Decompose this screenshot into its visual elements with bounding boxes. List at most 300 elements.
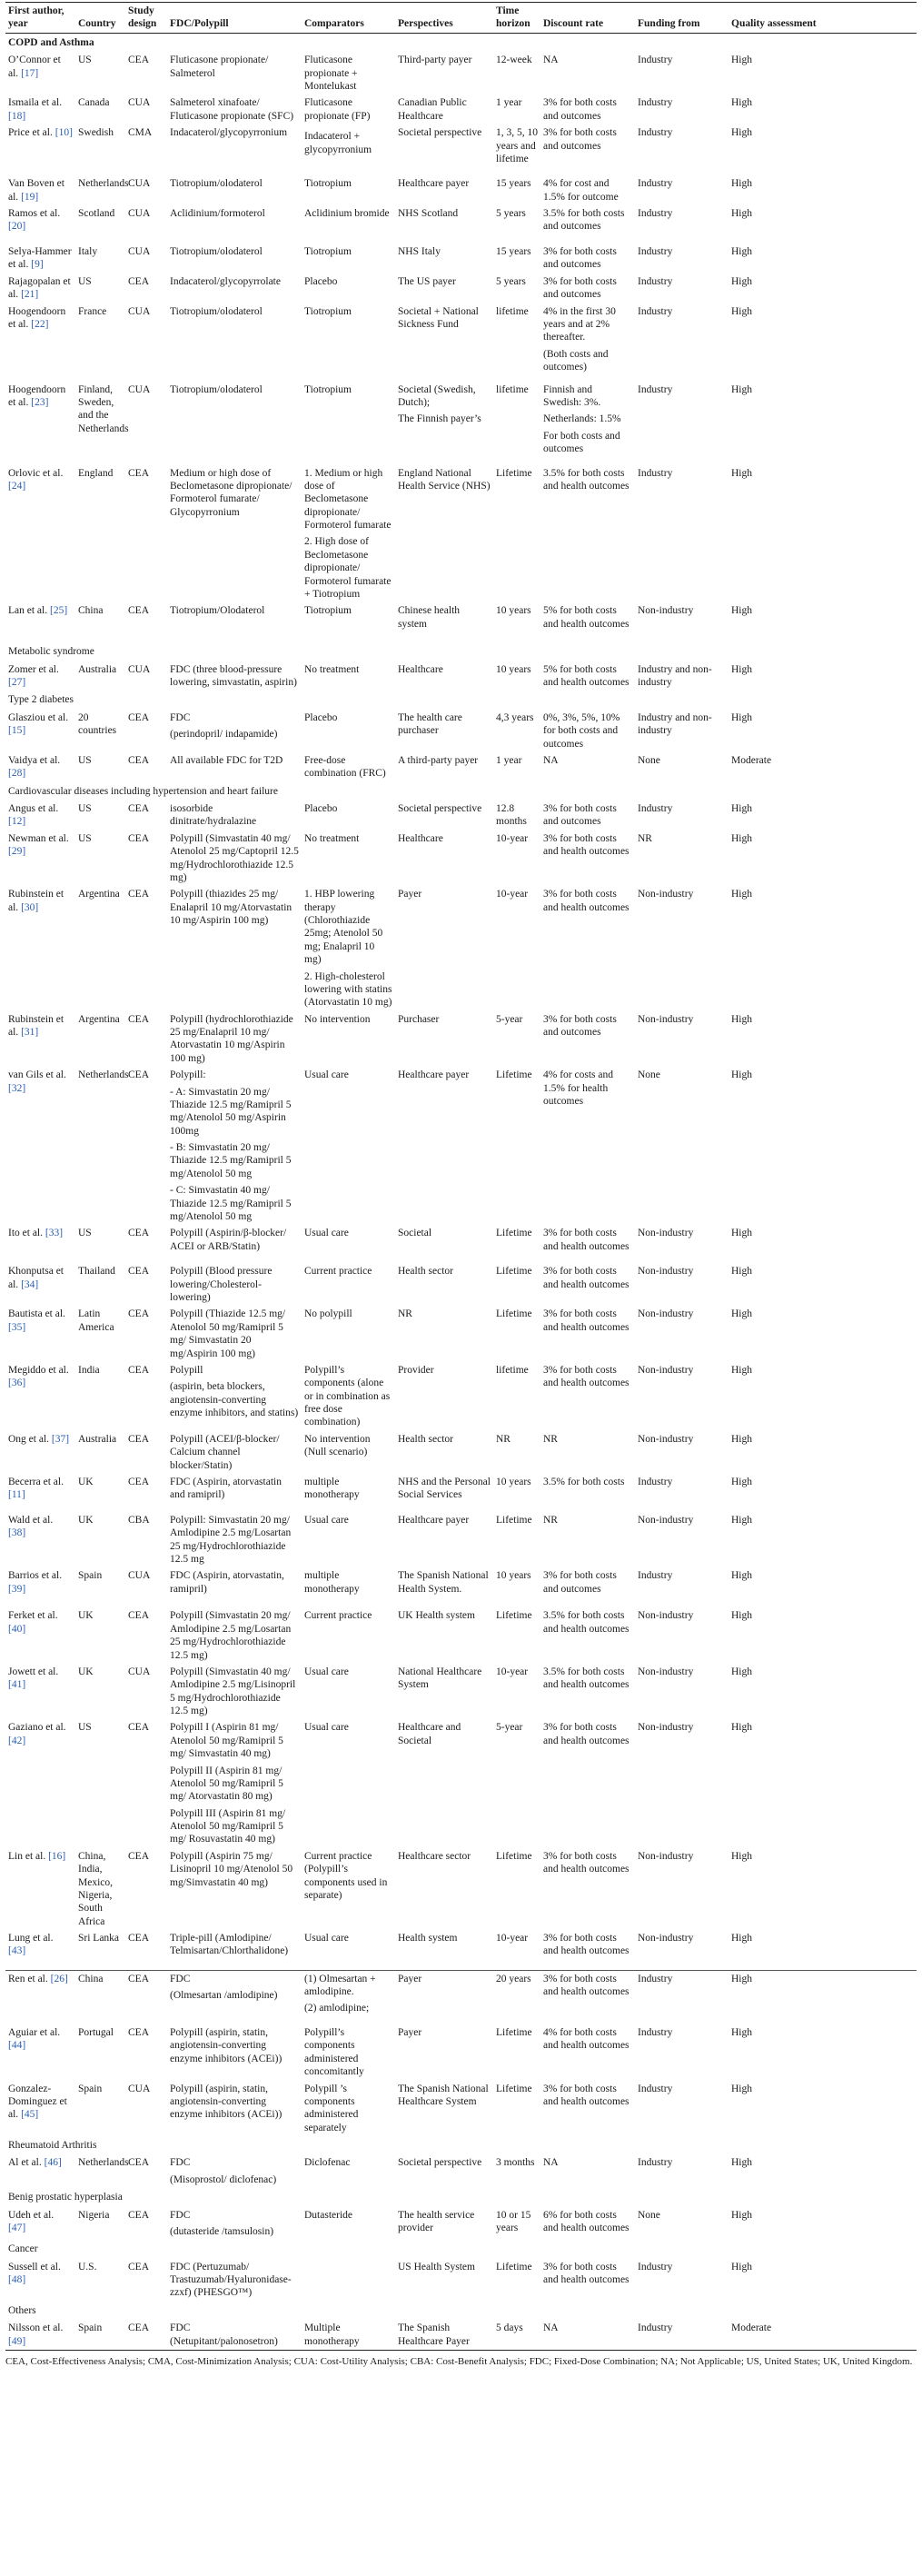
reference-link[interactable]: [24] <box>8 480 26 492</box>
section-row <box>5 691 917 709</box>
cell-text: Polypill: Simvastatin 20 mg/ Amlodipine 2.5 mg/Losartan 25 mg/Hydrochlorothiazide 12.5 mg <box>170 1514 292 1565</box>
reference-link[interactable]: [41] <box>8 1679 26 1691</box>
cell-comparators <box>302 830 395 887</box>
cell-text: NR <box>496 1433 511 1445</box>
cell-country: US <box>78 832 92 844</box>
cell-text: Societal (Swedish, Dutch); <box>398 383 476 408</box>
table-row <box>5 886 917 1010</box>
reference-link[interactable]: [17] <box>21 67 39 79</box>
cell-text: Societal perspective <box>398 127 482 139</box>
reference-link[interactable]: [29] <box>8 846 26 858</box>
author-name: Gonzalez-Dominguez et al. <box>8 2083 67 2121</box>
cell-discount-rate <box>540 2207 635 2241</box>
header-country: Country <box>75 3 125 34</box>
cell-fdc-polypill <box>167 1512 302 1568</box>
cell-text: Industry <box>638 246 673 257</box>
author-name: O’Connor et al. <box>8 55 61 79</box>
cell-quality-assessment <box>729 124 917 175</box>
cell-text: Healthcare sector <box>398 1850 471 1862</box>
cell-first-author <box>5 274 75 303</box>
reference-link[interactable]: [38] <box>8 1527 26 1539</box>
cell-first-author <box>5 801 75 830</box>
cell-text: 3% for both costs and health outcomes <box>543 2261 630 2285</box>
cell-text: (aspirin, beta blockers, angiotensin-converting enzyme inhibitors, and statins) <box>170 1381 299 1418</box>
cell-text: A third-party payer <box>398 754 479 766</box>
cell-time-horizon <box>493 752 540 782</box>
cell-text: 3.5% for both costs and health outcomes <box>543 1610 630 1635</box>
cell-time-horizon <box>493 1719 540 1847</box>
cell-text: Triple-pill (Amlodipine/ Telmisartan/Chlorthalidone) <box>170 1933 289 1957</box>
cell-text: 1, 3, 5, 10 years and lifetime <box>496 127 538 164</box>
cell-text: 3% for both costs and health outcomes <box>543 889 630 913</box>
cell-fdc-polypill <box>167 1306 302 1362</box>
cell-comparators <box>302 2320 395 2350</box>
cell-text: High <box>731 178 752 190</box>
cell-text: Polypill (Simvastatin 40 mg/ Amlodipine 2.5 mg/Lisinopril 5 mg/Hydrochlorothiazide 12.5 mg) <box>170 1666 296 1716</box>
cell-first-author <box>5 94 75 124</box>
cell-perspectives <box>395 124 493 175</box>
reference-link[interactable]: [43] <box>8 1945 26 1957</box>
cell-text: High <box>731 889 752 900</box>
cell-perspectives <box>395 274 493 303</box>
table-row <box>5 1474 917 1512</box>
cell-text: Health sector <box>398 1266 453 1278</box>
cell-text: Tiotropium/olodaterol <box>170 178 263 190</box>
cell-comparators <box>302 124 395 175</box>
reference-link[interactable]: [33] <box>45 1228 64 1239</box>
cell-first-author <box>5 2154 75 2188</box>
cell-quality-assessment <box>729 1567 917 1607</box>
cell-text: Netherlands: 1.5% <box>543 413 621 425</box>
cell-text: (Misoprostol/ diclofenac) <box>170 2173 277 2185</box>
cell-text: Lifetime <box>496 1308 532 1320</box>
cell-funding-from <box>635 2081 729 2137</box>
cell-text: Salmeterol xinafoate/ Fluticasone propionate (SFC) <box>170 97 294 122</box>
reference-link[interactable]: [21] <box>21 289 39 301</box>
cell-study-design: CEA <box>128 1722 149 1734</box>
cell-discount-rate <box>540 382 635 465</box>
cell-study-design: CEA <box>128 467 149 479</box>
cell-fdc-polypill <box>167 1970 302 2024</box>
cell-study-design: CUA <box>128 663 151 675</box>
cell-text: High <box>731 2157 752 2169</box>
cell-country: US <box>78 1228 92 1239</box>
cell-comparators <box>302 886 395 1010</box>
section-title: COPD and Asthma <box>8 36 94 48</box>
reference-link[interactable]: [46] <box>44 2157 62 2169</box>
cell-quality-assessment <box>729 1431 917 1474</box>
cell-funding-from <box>635 1225 729 1263</box>
cell-text: Chinese health system <box>398 605 461 630</box>
reference-link[interactable]: [49] <box>8 2335 26 2347</box>
cell-text: High <box>731 275 752 287</box>
cell-text: FDC <box>170 1973 191 1984</box>
cell-country: Sri Lanka <box>78 1933 120 1944</box>
cell-text: Payer <box>398 1973 422 1984</box>
reference-link[interactable]: [44] <box>8 2040 26 2052</box>
author-name: Ren et al. <box>8 1973 48 1984</box>
cell-time-horizon <box>493 1474 540 1512</box>
cell-funding-from <box>635 52 729 94</box>
header-time-horizon: Time horizon <box>493 3 540 34</box>
cell-quality-assessment <box>729 1930 917 1970</box>
table-row <box>5 1362 917 1431</box>
cell-country: 20 countries <box>78 711 117 737</box>
cell-funding-from <box>635 175 729 205</box>
cell-discount-rate <box>540 1719 635 1847</box>
reference-link[interactable]: [45] <box>21 2109 39 2121</box>
cell-perspectives <box>395 303 493 382</box>
cell-study-design: CEA <box>128 1933 149 1944</box>
cell-time-horizon <box>493 244 540 274</box>
cell-text: 10 or 15 years <box>496 2209 531 2233</box>
author-name: Bautista et al. <box>8 1308 65 1320</box>
cell-text: Polypill (hydrochlorothiazide 25 mg/Enalapril 10 mg/ Atorvastatin 10 mg/Aspirin 100 mg) <box>170 1013 293 1064</box>
reference-link[interactable]: [48] <box>8 2274 26 2285</box>
cell-text: (Both costs and outcomes) <box>543 348 609 373</box>
cell-discount-rate <box>540 1930 635 1970</box>
cell-funding-from <box>635 2024 729 2081</box>
cell-text: Healthcare payer <box>398 178 470 190</box>
cell-text: Usual care <box>304 1933 349 1944</box>
table-row <box>5 1664 917 1720</box>
cell-text: 3.5% for both costs and health outcomes <box>543 467 630 492</box>
cell-text: High <box>731 55 752 66</box>
cell-country: US <box>78 803 92 814</box>
cell-time-horizon <box>493 661 540 691</box>
cell-fdc-polypill <box>167 1664 302 1720</box>
cell-text: 1 year <box>496 97 522 109</box>
cell-first-author <box>5 2320 75 2350</box>
cell-funding-from <box>635 205 729 244</box>
cell-text: Lifetime <box>496 1610 532 1622</box>
reference-link[interactable]: [23] <box>31 396 49 408</box>
cell-text: Healthcare <box>398 832 443 844</box>
cell-text: Polypill’s components (alone or in combination as free dose combination) <box>304 1364 391 1428</box>
cell-text: Industry <box>638 1476 673 1487</box>
cell-text: Free-dose combination (FRC) <box>304 754 386 780</box>
cell-time-horizon <box>493 1567 540 1607</box>
cell-text: multiple monotherapy <box>304 1476 360 1501</box>
cell-first-author <box>5 886 75 1010</box>
reference-link[interactable]: [35] <box>8 1321 26 1333</box>
cell-time-horizon <box>493 2259 540 2302</box>
table-row <box>5 244 917 274</box>
cell-perspectives <box>395 52 493 94</box>
cell-text: Non-industry <box>638 1666 694 1677</box>
cell-text: 5-year <box>496 1013 523 1025</box>
cell-text: 5% for both costs and health outcomes <box>543 605 630 630</box>
author-name: Wald et al. <box>8 1514 54 1526</box>
cell-discount-rate <box>540 303 635 382</box>
reference-link[interactable]: [25] <box>49 605 68 617</box>
table-row <box>5 602 917 642</box>
cell-study-design: CEA <box>125 1970 167 2024</box>
cell-comparators <box>302 801 395 830</box>
section-row <box>5 2302 917 2320</box>
cell-text: Lifetime <box>496 2261 532 2273</box>
cell-perspectives <box>395 1263 493 1306</box>
cell-funding-from <box>635 2320 729 2350</box>
cell-text: High <box>731 1364 752 1376</box>
cell-discount-rate <box>540 2320 635 2350</box>
cell-comparators <box>302 52 395 94</box>
cell-study-design: CEA <box>128 711 149 723</box>
author-name: Al et al. <box>8 2157 42 2169</box>
cell-first-author <box>5 1719 75 1847</box>
table-row <box>5 1719 917 1847</box>
cell-first-author <box>5 1848 75 1930</box>
cell-perspectives <box>395 1607 493 1664</box>
cell-text: Usual care <box>304 1228 349 1239</box>
cell-study-design: CEA <box>128 832 149 844</box>
cell-time-horizon <box>493 382 540 465</box>
cell-text: High <box>731 305 752 317</box>
reference-link[interactable]: [9] <box>31 259 44 271</box>
cell-country: US <box>78 1722 92 1734</box>
reference-link[interactable]: [16] <box>48 1850 66 1862</box>
cell-time-horizon <box>493 1930 540 1970</box>
author-name: van Gils et al. <box>8 1069 66 1081</box>
cell-comparators <box>302 1848 395 1930</box>
cell-time-horizon <box>493 602 540 642</box>
cell-text: The Spanish National Health System. <box>398 1570 489 1595</box>
reference-link[interactable]: [28] <box>8 768 26 780</box>
cell-first-author <box>5 1067 75 1225</box>
reference-link[interactable]: [11] <box>8 1489 25 1501</box>
cell-perspectives <box>395 1848 493 1930</box>
reference-link[interactable]: [19] <box>21 191 39 203</box>
cell-discount-rate <box>540 2024 635 2081</box>
table-row <box>5 752 917 782</box>
cell-time-horizon <box>493 303 540 382</box>
section-title: Cardiovascular diseases including hypertension and heart failure <box>8 785 278 797</box>
cell-study-design: CEA <box>128 1069 149 1081</box>
cell-country: Argentina <box>78 889 120 900</box>
cell-text: (perindopril/ indapamide) <box>170 729 278 741</box>
cell-text: Placebo <box>304 275 338 287</box>
reference-link[interactable]: [40] <box>8 1623 26 1635</box>
reference-link[interactable]: [15] <box>8 725 26 737</box>
cell-text: 3% for both costs and outcomes <box>543 803 617 828</box>
cell-first-author <box>5 1431 75 1474</box>
cell-text: 4% for costs and 1.5% for health outcomes <box>543 1069 613 1107</box>
cell-text: Non-industry <box>638 605 694 617</box>
cell-text: Health system <box>398 1933 458 1944</box>
cell-country: Netherlands <box>78 178 129 190</box>
cell-text: 3% for both costs and health outcomes <box>543 2083 630 2107</box>
cell-text: Health sector <box>398 1433 453 1445</box>
cell-first-author <box>5 752 75 782</box>
cell-text: Societal perspective <box>398 2157 482 2169</box>
cell-text: Polypill (aspirin, statin, angiotensin-converting enzyme inhibitors (ACEi)) <box>170 2027 283 2064</box>
cell-text: High <box>731 1973 752 1984</box>
header-discount-rate: Discount rate <box>540 3 635 34</box>
reference-link[interactable]: [37] <box>51 1433 70 1445</box>
cell-text: Polypill (Simvastatin 40 mg/ Atenolol 25 mg/Captopril 12.5 mg/Hydrochlorothiazide 12.5 mg) <box>170 832 299 883</box>
table-row <box>5 2024 917 2081</box>
cell-fdc-polypill <box>167 2207 302 2241</box>
cell-text: Non-industry <box>638 1228 694 1239</box>
cell-time-horizon <box>493 2320 540 2350</box>
cell-text: Tiotropium/Olodaterol <box>170 605 265 617</box>
cell-text: FDC (Netupitant/palonosetron) <box>170 2322 278 2347</box>
cell-text: High <box>731 1433 752 1445</box>
cell-perspectives <box>395 244 493 274</box>
reference-link[interactable]: [39] <box>8 1583 26 1595</box>
cell-text: High <box>731 1013 752 1025</box>
reference-link[interactable]: [30] <box>21 901 39 913</box>
cell-country: Spain <box>78 1570 103 1582</box>
cell-text: Non-industry <box>638 1433 694 1445</box>
cell-text: High <box>731 2209 752 2221</box>
cell-fdc-polypill <box>167 94 302 124</box>
cell-country: Spain <box>75 2320 125 2350</box>
cell-text: US Health System <box>398 2261 475 2273</box>
reference-link[interactable]: [34] <box>21 1278 39 1290</box>
cell-country: Netherlands <box>78 2157 129 2169</box>
section-title: Benig prostatic hyperplasia <box>8 2192 123 2203</box>
cell-text: Industry <box>638 467 673 479</box>
cell-fdc-polypill <box>167 1567 302 1607</box>
table-footnote: CEA, Cost-Effectiveness Analysis; CMA, Cost-Minimization Analysis; CUA: Cost-Utility Analysis; CBA: Cost-Benefit Analysis; FDC; Fixed-Dose Combination; NA; Not Applicable; US, United States; UK, United Kingdom. <box>5 2355 913 2367</box>
cell-text: 2. High dose of Beclometasone dipropionate/ Formoterol fumarate + Tiotropium <box>304 536 392 600</box>
cell-fdc-polypill <box>167 274 302 303</box>
cell-quality-assessment <box>729 2154 917 2188</box>
cell-comparators <box>302 661 395 691</box>
cell-discount-rate <box>540 752 635 782</box>
cell-text: lifetime <box>496 305 529 317</box>
cell-text: 15 years <box>496 178 531 190</box>
reference-link[interactable]: [26] <box>50 1973 68 1984</box>
cell-text: Societal <box>398 1228 432 1239</box>
reference-link[interactable]: [12] <box>8 816 26 828</box>
cell-comparators <box>302 1719 395 1847</box>
cell-fdc-polypill <box>167 1607 302 1664</box>
cell-text: NR <box>543 1514 558 1526</box>
cell-text: Provider <box>398 1364 434 1376</box>
cell-first-author <box>5 2024 75 2081</box>
cell-text: High <box>731 1266 752 1278</box>
cell-country: France <box>78 305 107 317</box>
cell-study-design: CEA <box>125 2320 167 2350</box>
cell-comparators <box>302 1970 395 2024</box>
cell-country: Portugal <box>78 2027 114 2038</box>
cell-study-design: CEA <box>128 2027 149 2038</box>
cell-funding-from <box>635 1664 729 1720</box>
cell-study-design: CEA <box>128 1850 149 1862</box>
cell-first-author <box>5 1474 75 1512</box>
cell-quality-assessment <box>729 1848 917 1930</box>
cell-text: Canadian Public Healthcare <box>398 97 467 122</box>
cell-text: 3% for both costs and health outcomes <box>543 1308 630 1333</box>
cell-text: NA <box>543 754 559 766</box>
cell-fdc-polypill <box>167 1067 302 1225</box>
cell-first-author <box>5 2081 75 2137</box>
table-row <box>5 710 917 752</box>
table-row <box>5 94 917 124</box>
cell-text: Medium or high dose of Beclometasone dipropionate/ Formoterol fumarate/ Glycopyrronium <box>170 467 292 518</box>
section-title: Others <box>8 2304 36 2316</box>
cell-text: 2. High-cholesterol lowering with statins (Atorvastatin 10 mg) <box>304 970 392 1009</box>
reference-link[interactable]: [27] <box>8 677 26 688</box>
table-row <box>5 274 917 303</box>
cell-text: - A: Simvastatin 20 mg/ Thiazide 12.5 mg/Ramipril 5 mg/Atenolol 50 mg/Aspirin 100mg <box>170 1086 292 1137</box>
cell-quality-assessment <box>729 1607 917 1664</box>
cell-text: Polypill (Aspirin 75 mg/ Lisinopril 10 mg/Atenolol 50 mg/Simvastatin 40 mg) <box>170 1850 293 1888</box>
cell-fdc-polypill <box>167 1848 302 1930</box>
cell-discount-rate <box>540 244 635 274</box>
cell-text: Aclidinium bromide <box>304 208 390 219</box>
cell-comparators <box>302 1607 395 1664</box>
cell-text: Polypill <box>170 1364 203 1376</box>
cell-funding-from <box>635 1474 729 1512</box>
cell-text: Current practice (Polypill’s components used in separate) <box>304 1850 388 1901</box>
cell-quality-assessment <box>729 602 917 642</box>
author-name: Udeh et al. <box>8 2209 55 2221</box>
cell-country: Latin America <box>78 1308 114 1333</box>
cell-discount-rate <box>540 94 635 124</box>
reference-link[interactable]: [47] <box>8 2222 26 2233</box>
reference-link[interactable]: [20] <box>8 221 26 233</box>
cell-quality-assessment <box>729 244 917 274</box>
cell-discount-rate <box>540 1362 635 1431</box>
cell-perspectives <box>395 94 493 124</box>
header-first-author: First author, year <box>5 3 75 34</box>
reference-link[interactable]: [36] <box>8 1378 26 1389</box>
reference-link[interactable]: [31] <box>21 1027 39 1038</box>
cell-comparators <box>302 2081 395 2137</box>
cell-perspectives <box>395 205 493 244</box>
reference-link[interactable]: [18] <box>8 110 26 122</box>
cell-text: No treatment <box>304 663 360 675</box>
cell-text: NHS and the Personal Social Services <box>398 1476 491 1501</box>
cell-perspectives <box>395 2320 493 2350</box>
cell-country: Swedish <box>78 127 114 139</box>
header-comparators: Comparators <box>302 3 395 34</box>
cell-perspectives <box>395 2154 493 2188</box>
cell-text: 12.8 months <box>496 803 527 828</box>
author-name: Megiddo et al. <box>8 1364 69 1376</box>
cell-country: UK <box>78 1610 94 1622</box>
cell-perspectives <box>395 1719 493 1847</box>
cell-text: High <box>731 663 752 675</box>
cell-text: Healthcare payer <box>398 1069 470 1081</box>
cell-text: 1. HBP lowering therapy (Chlorothiazide 25mg; Atenolol 50 mg; Enalapril 10 mg) <box>304 889 383 966</box>
cell-country: Scotland <box>78 208 115 219</box>
cell-text: Purchaser <box>398 1013 440 1025</box>
cell-text: High <box>731 1476 752 1487</box>
reference-link[interactable]: [22] <box>31 318 49 330</box>
cell-text: 10-year <box>496 1933 529 1944</box>
cell-text: Non-industry <box>638 1266 694 1278</box>
cell-first-author <box>5 1225 75 1263</box>
cell-perspectives <box>395 1431 493 1474</box>
reference-link[interactable]: [10] <box>55 127 73 139</box>
cell-first-author <box>5 1607 75 1664</box>
cell-text: High <box>731 2261 752 2273</box>
cell-comparators <box>302 1011 395 1068</box>
cell-perspectives <box>395 2081 493 2137</box>
reference-link[interactable]: [32] <box>8 1082 26 1094</box>
cell-discount-rate <box>540 661 635 691</box>
cell-fdc-polypill <box>167 710 302 752</box>
cell-fdc-polypill <box>167 2154 302 2188</box>
cell-country: US <box>78 754 92 766</box>
section-title: Metabolic syndrome <box>8 646 94 658</box>
cell-quality-assessment <box>729 2024 917 2081</box>
reference-link[interactable]: [42] <box>8 1735 26 1746</box>
